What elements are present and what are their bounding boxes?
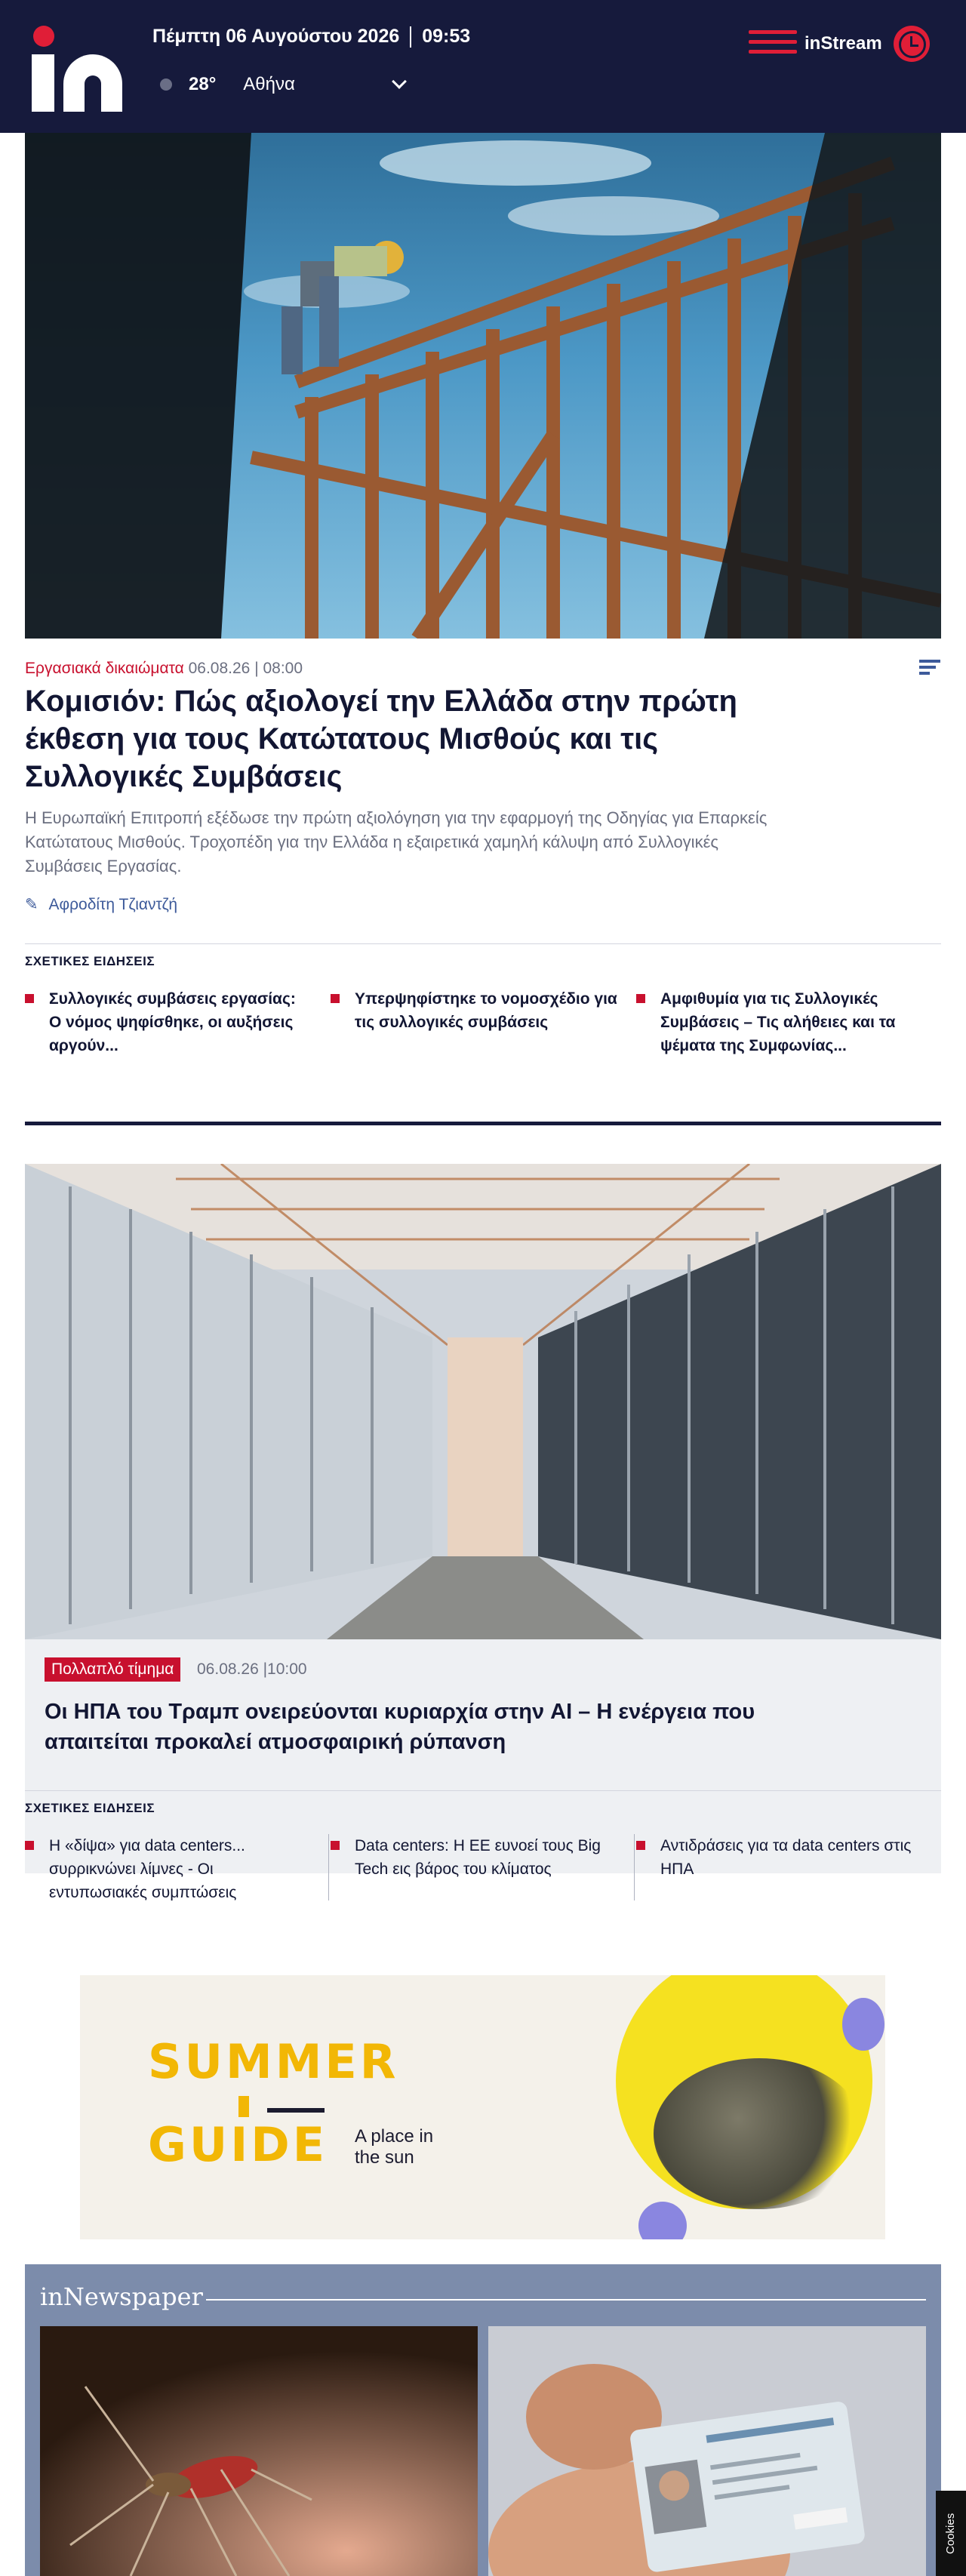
weather-widget[interactable] [160,74,405,95]
related-item-label: Data centers: Η ΕΕ ευνοεί τους Big Tech εις βάρος του κλίματος [355,1837,601,1878]
list-icon[interactable] [919,660,940,678]
lead-article-title[interactable]: Κομισιόν: Πώς αξιολογεί την Ελλάδα στην πρώτη έκθεση για τους Κατώτατους Μισθούς και τις Συλλογικές Συμβάσεις [25,685,737,793]
ad-line-2: GUIDE [148,2117,328,2172]
lead-article-image[interactable] [25,133,941,639]
chevron-down-icon[interactable] [392,74,407,89]
innewspaper-logo[interactable]: inNewspaper [40,2282,203,2311]
article-time: 10:00 [267,1660,307,1678]
category-badge[interactable]: Πολλαπλό τίμημα [45,1657,180,1682]
divider [25,943,941,944]
section-rule [206,2299,926,2301]
pencil-icon: ✎ [25,896,38,913]
red-square-icon [636,1841,645,1850]
related-item-label: Η «δίψα» για data centers... συρρικνώνει λίμνες - Οι εντυπωσιακές συμπτώσεις [49,1837,245,1901]
logo-letter-n [63,54,122,112]
site-logo[interactable] [24,23,130,113]
instream-link[interactable]: inStream [804,33,882,54]
ad-accent-bar [238,2096,249,2117]
section-divider [25,1122,941,1125]
related-item-label: Συλλογικές συμβάσεις εργασίας: Ο νόμος ψηφίσθηκε, οι αυξήσεις αργούν... [49,990,296,1054]
data-center-image [25,1164,941,1639]
header-date [152,26,470,48]
logo-letter-i [32,54,54,112]
article-time: 08:00 [263,660,303,677]
related-item[interactable] [331,1834,617,1881]
ad-dash [267,2108,325,2113]
column-separator [328,1834,329,1900]
second-article-title[interactable]: Οι ΗΠΑ του Τραμπ ονειρεύονται κυριαρχία στην AI – Η ενέργεια που απαιτείται προκαλεί ατμοσφαιρική ρύπανση [45,1700,755,1754]
temperature: 28° [189,74,217,94]
related-item[interactable] [636,987,923,1057]
related-item-label: Αμφιθυμία για τις Συλλογικές Συμβάσεις – Τις αλήθειες και τα ψέματα της Συμφωνίας... [660,990,896,1054]
construction-worker-image [25,133,941,639]
ad-tagline-2: the sun [355,2147,414,2168]
cookies-button[interactable]: Cookies [936,2491,966,2576]
second-article-meta: 06.08.26 |10:00 [197,1660,307,1678]
second-article-image[interactable] [25,1164,941,1639]
related-item[interactable] [25,1834,297,1904]
related-news-title: ΣΧΕΤΙΚΕΣ ΕΙΔΗΣΕΙΣ [25,1801,155,1815]
ad-tagline [355,2126,433,2168]
summer-guide-ad[interactable] [80,1975,885,2239]
current-time: 09:53 [422,26,471,47]
logo-dot [33,26,54,47]
red-square-icon [636,994,645,1003]
current-date: Πέμπτη 06 Αυγούστου 2026 [152,26,400,47]
weather-dot-icon [160,78,172,91]
related-news-title: ΣΧΕΤΙΚΕΣ ΕΙΔΗΣΕΙΣ [25,954,155,968]
related-item[interactable] [331,987,617,1034]
related-item-label: Αντιδράσεις για τα data centers στις ΗΠΑ [660,1837,912,1878]
second-article-card [25,1639,941,1901]
ad-blob-shape [638,2202,687,2239]
newspaper-article-image[interactable] [488,2326,926,2576]
column-separator [634,1834,635,1900]
city-select[interactable]: Αθήνα [243,74,295,94]
mosquito-image [40,2326,478,2576]
author-name: Αφροδίτη Τζιαντζή [48,896,178,913]
divider [25,1790,941,1791]
id-card-image [488,2326,926,2576]
ad-pineapple-shape [654,2058,865,2209]
lead-article-lede: Η Ευρωπαϊκή Επιτροπή εξέδωσε την πρώτη αξιολόγηση για την εφαρμογή της Οδηγίας για Επαρκείς Κατώτατους Μισθούς. Τροχοπέδη για την Ελλάδα η εξαιρετικά χαμηλή κάλυψη από Συλλογικές Συμβάσεις Εργασίας. [25,808,768,876]
lead-article-meta: Εργασιακά δικαιώματα 06.08.26 | 08:00 [25,660,303,677]
ad-tagline-1: A place in [355,2126,434,2147]
clock-icon[interactable] [894,26,930,62]
site-header [0,0,966,133]
red-square-icon [25,1841,34,1850]
article-date: 06.08.26 [188,660,251,677]
red-square-icon [331,994,340,1003]
red-square-icon [25,994,34,1003]
red-square-icon [331,1841,340,1850]
newspaper-article-image[interactable] [40,2326,478,2576]
date-separator [410,26,411,48]
innewspaper-section [25,2264,941,2576]
category-link[interactable]: Εργασιακά δικαιώματα [25,660,184,677]
ad-line-1: SUMMER [148,2034,399,2089]
author-link[interactable] [25,895,177,914]
ad-blob-shape [842,1998,884,2051]
related-item-label: Υπερψηφίστηκε το νομοσχέδιο για τις συλλογικές συμβάσεις [355,990,617,1031]
related-item[interactable] [25,987,312,1057]
article-date: 06.08.26 [197,1660,259,1678]
related-item[interactable] [636,1834,931,1881]
menu-icon[interactable] [749,30,797,57]
